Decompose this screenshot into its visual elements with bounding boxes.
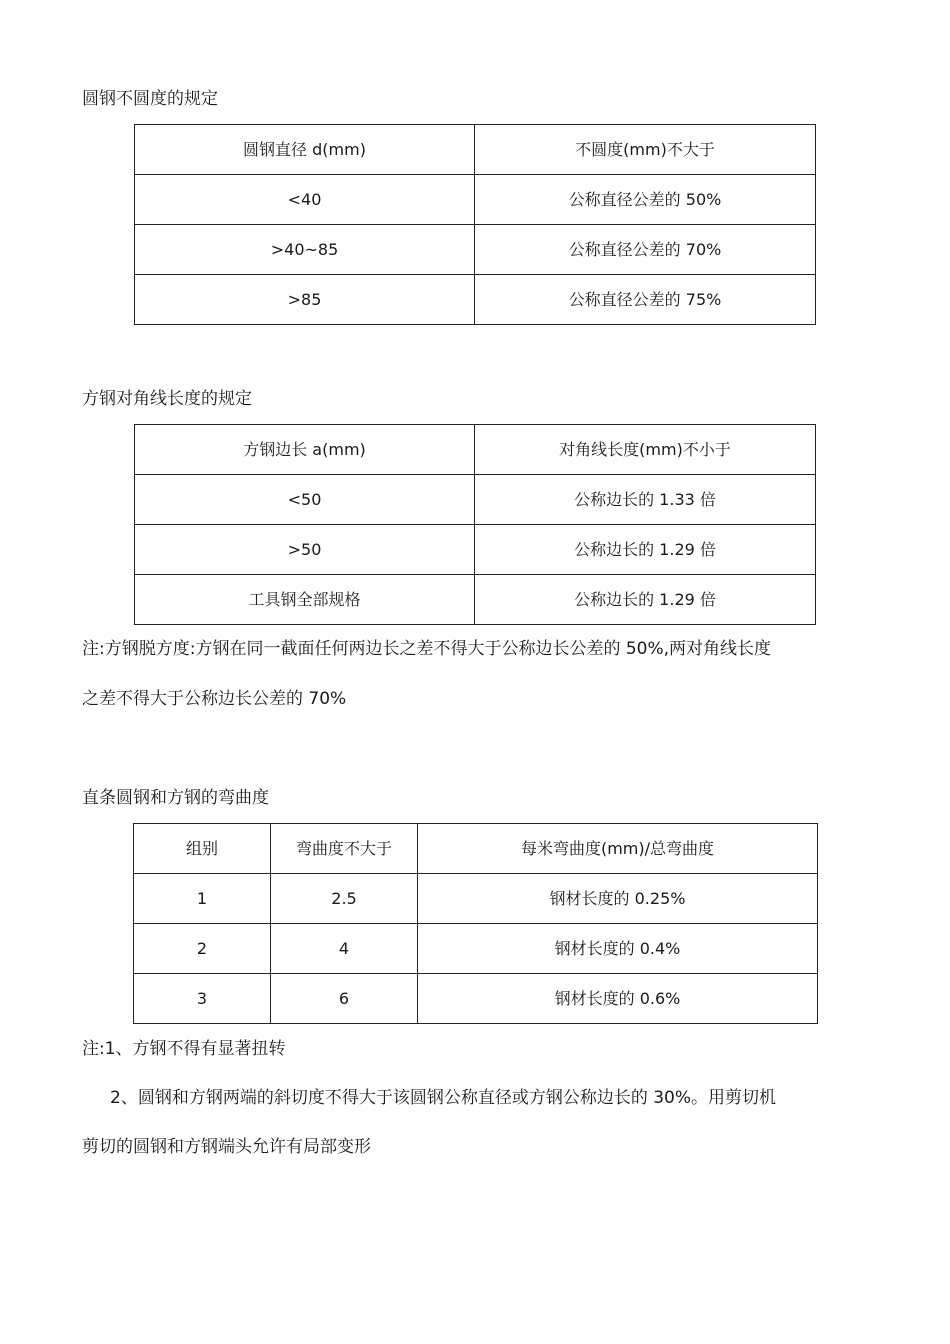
table-header-row	[135, 125, 816, 175]
header-cell: 每米弯曲度(mm)/总弯曲度	[418, 824, 818, 874]
table-cell: 公称边长的 1.29 倍	[475, 525, 816, 575]
table-cell: 6	[271, 974, 418, 1024]
table-row	[134, 874, 818, 924]
table-cell: 3	[134, 974, 271, 1024]
bending-table	[133, 823, 818, 1024]
header-cell: 方钢边长 a(mm)	[135, 425, 475, 475]
section-title-round-steel-ovality: 圆钢不圆度的规定	[82, 89, 218, 109]
header-cell: 对角线长度(mm)不小于	[475, 425, 816, 475]
table-cell: <50	[135, 475, 475, 525]
table-row	[135, 525, 816, 575]
table-cell: 公称边长的 1.33 倍	[475, 475, 816, 525]
table-header-row	[135, 425, 816, 475]
note-bevel-line1: 2、圆钢和方钢两端的斜切度不得大于该圆钢公称直径或方钢公称边长的 30%。用剪切机	[110, 1088, 777, 1108]
section-title-bending: 直条圆钢和方钢的弯曲度	[82, 788, 269, 808]
table-row	[135, 575, 816, 625]
table-cell: 钢材长度的 0.6%	[418, 974, 818, 1024]
round-steel-ovality-table	[134, 124, 816, 325]
table-cell: 公称直径公差的 75%	[475, 275, 816, 325]
note-square-deviation-line2: 之差不得大于公称边长公差的 70%	[82, 689, 347, 709]
table-row	[135, 175, 816, 225]
header-cell: 圆钢直径 d(mm)	[135, 125, 475, 175]
table-cell: 公称边长的 1.29 倍	[475, 575, 816, 625]
table-row	[135, 275, 816, 325]
header-cell: 组别	[134, 824, 271, 874]
table-cell: 4	[271, 924, 418, 974]
table-cell: 1	[134, 874, 271, 924]
table-cell: 公称直径公差的 70%	[475, 225, 816, 275]
table-cell: 钢材长度的 0.4%	[418, 924, 818, 974]
table-row	[134, 974, 818, 1024]
table-cell: >50	[135, 525, 475, 575]
section-title-square-steel-diagonal: 方钢对角线长度的规定	[82, 389, 252, 409]
table-cell: 公称直径公差的 50%	[475, 175, 816, 225]
header-cell: 不圆度(mm)不大于	[475, 125, 816, 175]
table-cell: >40~85	[135, 225, 475, 275]
table-row	[135, 225, 816, 275]
table-cell: 钢材长度的 0.25%	[418, 874, 818, 924]
table-header-row	[134, 824, 818, 874]
note-square-deviation-line1: 注:方钢脱方度:方钢在同一截面任何两边长之差不得大于公称边长公差的 50%,两对角线长度	[82, 639, 772, 659]
table-cell: 2.5	[271, 874, 418, 924]
table-cell: >85	[135, 275, 475, 325]
note-twist: 注:1、方钢不得有显著扭转	[82, 1039, 286, 1059]
header-cell: 弯曲度不大于	[271, 824, 418, 874]
table-row	[134, 924, 818, 974]
square-steel-diagonal-table	[134, 424, 816, 625]
table-cell: 工具钢全部规格	[135, 575, 475, 625]
table-row	[135, 475, 816, 525]
table-cell: <40	[135, 175, 475, 225]
table-cell: 2	[134, 924, 271, 974]
note-bevel-line2: 剪切的圆钢和方钢端头允许有局部变形	[82, 1137, 371, 1157]
